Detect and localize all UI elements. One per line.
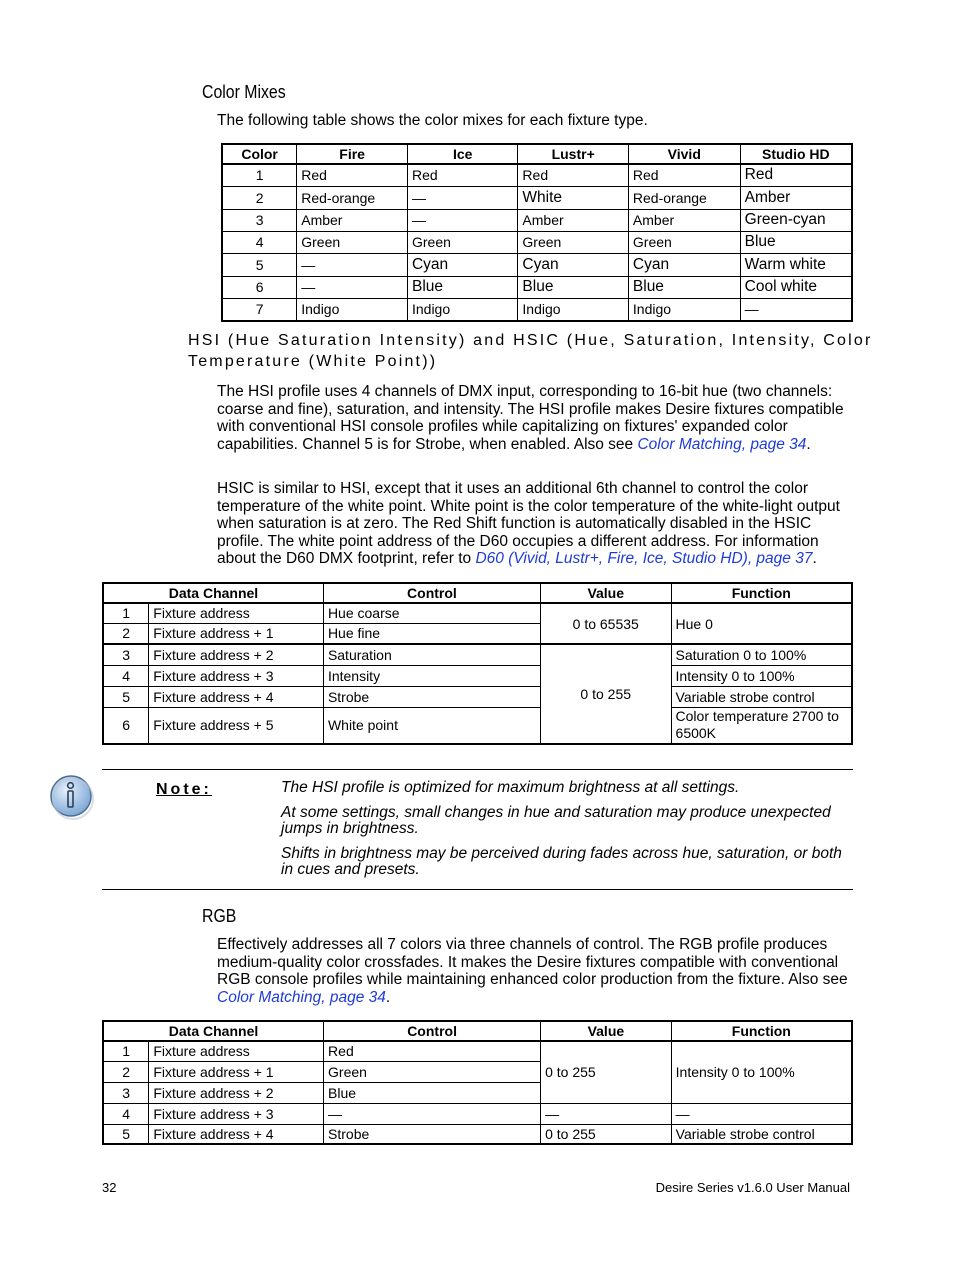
table-row	[103, 603, 852, 623]
table-cell: Cyan	[518, 253, 628, 276]
rgb-paragraph	[217, 936, 857, 1006]
table-cell: Green	[518, 231, 628, 253]
table-cell: Hue fine	[323, 623, 540, 644]
column-header: Vivid	[628, 144, 740, 164]
note-line: At some settings, small changes in hue and saturation may produce unexpected	[281, 803, 831, 821]
hsi-paragraph-1	[217, 383, 857, 453]
hsi-heading	[188, 330, 873, 372]
table-cell: Blue	[407, 276, 517, 298]
column-header: Control	[324, 1021, 541, 1041]
table-cell: Fixture address	[149, 1041, 324, 1061]
hsi-paragraph-2	[217, 480, 857, 568]
table-cell: Indigo	[628, 298, 740, 321]
table-header-row	[103, 583, 852, 603]
table-cell: —	[541, 1103, 672, 1124]
d60-link[interactable]: D60 (Vivid, Lustr+, Fire, Ice, Studio HD), page 37	[475, 550, 813, 568]
table-cell: Hue coarse	[323, 603, 540, 623]
table-cell: Indigo	[407, 298, 517, 321]
table-row	[103, 665, 852, 686]
table-cell: 3	[222, 209, 297, 231]
hsi-table	[102, 582, 853, 745]
table-cell: Fixture address + 2	[149, 1082, 324, 1103]
column-header: Fire	[297, 144, 408, 164]
table-cell: 1	[103, 1041, 149, 1061]
table-cell: Red	[297, 164, 408, 186]
info-icon	[48, 773, 96, 826]
color-matching-link[interactable]: Color Matching, page 34	[637, 435, 807, 453]
table-cell: Fixture address + 3	[149, 1103, 324, 1124]
table-cell: Intensity 0 to 100%	[671, 1041, 852, 1103]
note-line: in cues and presets.	[281, 861, 420, 878]
table-cell: Strobe	[324, 1124, 541, 1144]
paragraph-text: .	[806, 435, 811, 453]
table-cell: 5	[103, 686, 149, 707]
column-header: Color	[222, 144, 297, 164]
table-cell: 3	[103, 644, 149, 665]
color-matching-link[interactable]: Color Matching, page 34	[217, 988, 386, 1006]
table-header-row	[103, 1021, 852, 1041]
table-cell: Amber	[297, 209, 408, 231]
table-cell: 6	[222, 276, 297, 298]
table-cell: Fixture address + 5	[149, 707, 324, 744]
rgb-heading: RGB	[202, 906, 237, 926]
table-row	[222, 164, 852, 186]
table-row	[103, 1041, 852, 1061]
table-cell: 0 to 255	[541, 1041, 672, 1103]
table-cell: 0 to 65535	[540, 603, 671, 644]
column-header: Lustr+	[518, 144, 628, 164]
page-number: 32	[102, 1180, 117, 1195]
table-cell: —	[407, 209, 517, 231]
table-cell: Fixture address + 2	[149, 644, 324, 665]
table-cell: 4	[103, 1103, 149, 1124]
table-cell: —	[407, 186, 517, 209]
note-bottom-rule	[102, 889, 853, 890]
color-mixes-heading: Color Mixes	[202, 82, 286, 102]
table-cell: Red	[518, 164, 628, 186]
table-cell: Amber	[740, 186, 852, 209]
cell-line: 6500K	[675, 725, 717, 742]
table-cell: Fixture address + 1	[149, 623, 324, 644]
table-cell: Variable strobe control	[671, 1124, 852, 1144]
table-row	[103, 1103, 852, 1124]
table-cell: 7	[222, 298, 297, 321]
note-line: jumps in brightness.	[281, 820, 419, 837]
table-cell: Red-orange	[297, 186, 408, 209]
column-header: Control	[323, 583, 540, 603]
table-cell: Fixture address + 3	[149, 665, 324, 686]
table-cell: 1	[103, 603, 149, 623]
table-row	[222, 253, 852, 276]
table-cell: 0 to 255	[540, 644, 671, 744]
color-mixes-intro: The following table shows the color mixes for each fixture type.	[217, 112, 648, 129]
note-line: The HSI profile is optimized for maximum brightness at all settings.	[281, 779, 740, 796]
table-cell: 2	[222, 186, 297, 209]
column-header: Studio HD	[740, 144, 852, 164]
table-cell: Saturation 0 to 100%	[671, 644, 852, 665]
table-cell: Variable strobe control	[671, 686, 852, 707]
rgb-table	[102, 1020, 853, 1145]
note-top-rule	[102, 769, 853, 770]
table-cell: Cool white	[740, 276, 852, 298]
column-header: Data Channel	[103, 1021, 324, 1041]
table-cell: 6	[103, 707, 149, 744]
table-cell: Warm white	[740, 253, 852, 276]
hsi-heading-line: HSI (Hue Saturation Intensity) and HSIC (Hue, Saturation, Intensity, Color	[188, 332, 873, 349]
table-cell: Indigo	[518, 298, 628, 321]
table-cell: Amber	[518, 209, 628, 231]
table-cell: Fixture address	[149, 603, 324, 623]
table-cell: Green	[628, 231, 740, 253]
table-cell: Green	[324, 1061, 541, 1082]
table-row	[103, 644, 852, 665]
table-row	[222, 231, 852, 253]
table-cell: Cyan	[628, 253, 740, 276]
table-cell: 4	[103, 665, 149, 686]
table-cell: —	[740, 298, 852, 321]
paragraph-text: Effectively addresses all 7 colors via three channels of control. The RGB profile produces medium-quality color crossfades. It makes the Desire fixtures compatible with conventional RGB console profiles while maintaining enhanced color production from the fixture. Also see	[217, 936, 848, 989]
table-cell: Blue	[518, 276, 628, 298]
table-cell: Blue	[628, 276, 740, 298]
table-cell: 3	[103, 1082, 149, 1103]
table-cell: Hue 0	[671, 603, 852, 644]
color-mixes-table	[221, 143, 853, 322]
table-cell: 0 to 255	[541, 1124, 672, 1144]
table-cell: 1	[222, 164, 297, 186]
table-cell: Intensity 0 to 100%	[671, 665, 852, 686]
table-cell: 2	[103, 623, 149, 644]
table-row	[222, 298, 852, 321]
paragraph-text: .	[812, 550, 817, 568]
table-cell: Blue	[324, 1082, 541, 1103]
paragraph-text: .	[385, 988, 391, 1006]
table-cell: Red	[628, 164, 740, 186]
table-cell: Blue	[740, 231, 852, 253]
table-cell: —	[324, 1103, 541, 1124]
column-header: Data Channel	[103, 583, 323, 603]
column-header: Function	[671, 583, 852, 603]
table-cell: —	[671, 1103, 852, 1124]
column-header: Function	[671, 1021, 852, 1041]
table-cell: Green-cyan	[740, 209, 852, 231]
table-cell: White point	[323, 707, 540, 744]
table-cell: Intensity	[323, 665, 540, 686]
table-cell: Fixture address + 1	[149, 1061, 324, 1082]
table-cell: —	[297, 253, 408, 276]
table-cell	[671, 707, 852, 744]
table-cell: Fixture address + 4	[149, 1124, 324, 1144]
table-row	[222, 276, 852, 298]
table-cell: Fixture address + 4	[149, 686, 324, 707]
table-row	[222, 209, 852, 231]
column-header: Ice	[407, 144, 517, 164]
table-cell: 5	[103, 1124, 149, 1144]
manual-title: Desire Series v1.6.0 User Manual	[655, 1180, 850, 1195]
table-cell: White	[518, 186, 628, 209]
table-cell: Indigo	[297, 298, 408, 321]
note-label: Note:	[156, 781, 212, 798]
note-body	[281, 780, 861, 879]
paragraph-text: HSIC is similar to HSI, except that it uses an additional 6th channel to control the color temperature of the white point. White point is the color temperature of the white-light output when saturation is at zero. The Red Shift function is automatically disabled in the HSIC profile. The white point address of the D60 occupies a different address. For information about the D60 DMX footprint, refer to	[217, 480, 840, 568]
paragraph-text: The HSI profile uses 4 channels of DMX input, corresponding to 16-bit hue (two channels: coarse and fine), saturation, and intensity. The HSI profile makes Desire fixtures compatible with conventional HSI console profiles while capitalizing on fixtures' expanded color capabilities. Channel 5 is for Strobe, when enabled. Also see	[217, 383, 844, 453]
table-cell: Red	[324, 1041, 541, 1061]
table-cell: Green	[297, 231, 408, 253]
table-row	[103, 1124, 852, 1144]
table-cell: 4	[222, 231, 297, 253]
table-row	[222, 186, 852, 209]
hsi-heading-line: Temperature (White Point))	[188, 353, 438, 370]
table-row	[103, 707, 852, 744]
table-cell: Saturation	[323, 644, 540, 665]
table-cell: —	[297, 276, 408, 298]
table-cell: Green	[407, 231, 517, 253]
note-line: Shifts in brightness may be perceived during fades across hue, saturation, or both	[281, 844, 842, 862]
table-header-row	[222, 144, 852, 164]
table-cell: Red-orange	[628, 186, 740, 209]
column-header: Value	[541, 1021, 672, 1041]
table-cell: Strobe	[323, 686, 540, 707]
table-cell: 5	[222, 253, 297, 276]
cell-line: Color temperature 2700 to	[675, 708, 839, 725]
table-cell: Red	[740, 164, 852, 186]
column-header: Value	[540, 583, 671, 603]
table-cell: Cyan	[407, 253, 517, 276]
table-cell: Red	[407, 164, 517, 186]
table-cell: 2	[103, 1061, 149, 1082]
table-cell: Amber	[628, 209, 740, 231]
table-row	[103, 686, 852, 707]
